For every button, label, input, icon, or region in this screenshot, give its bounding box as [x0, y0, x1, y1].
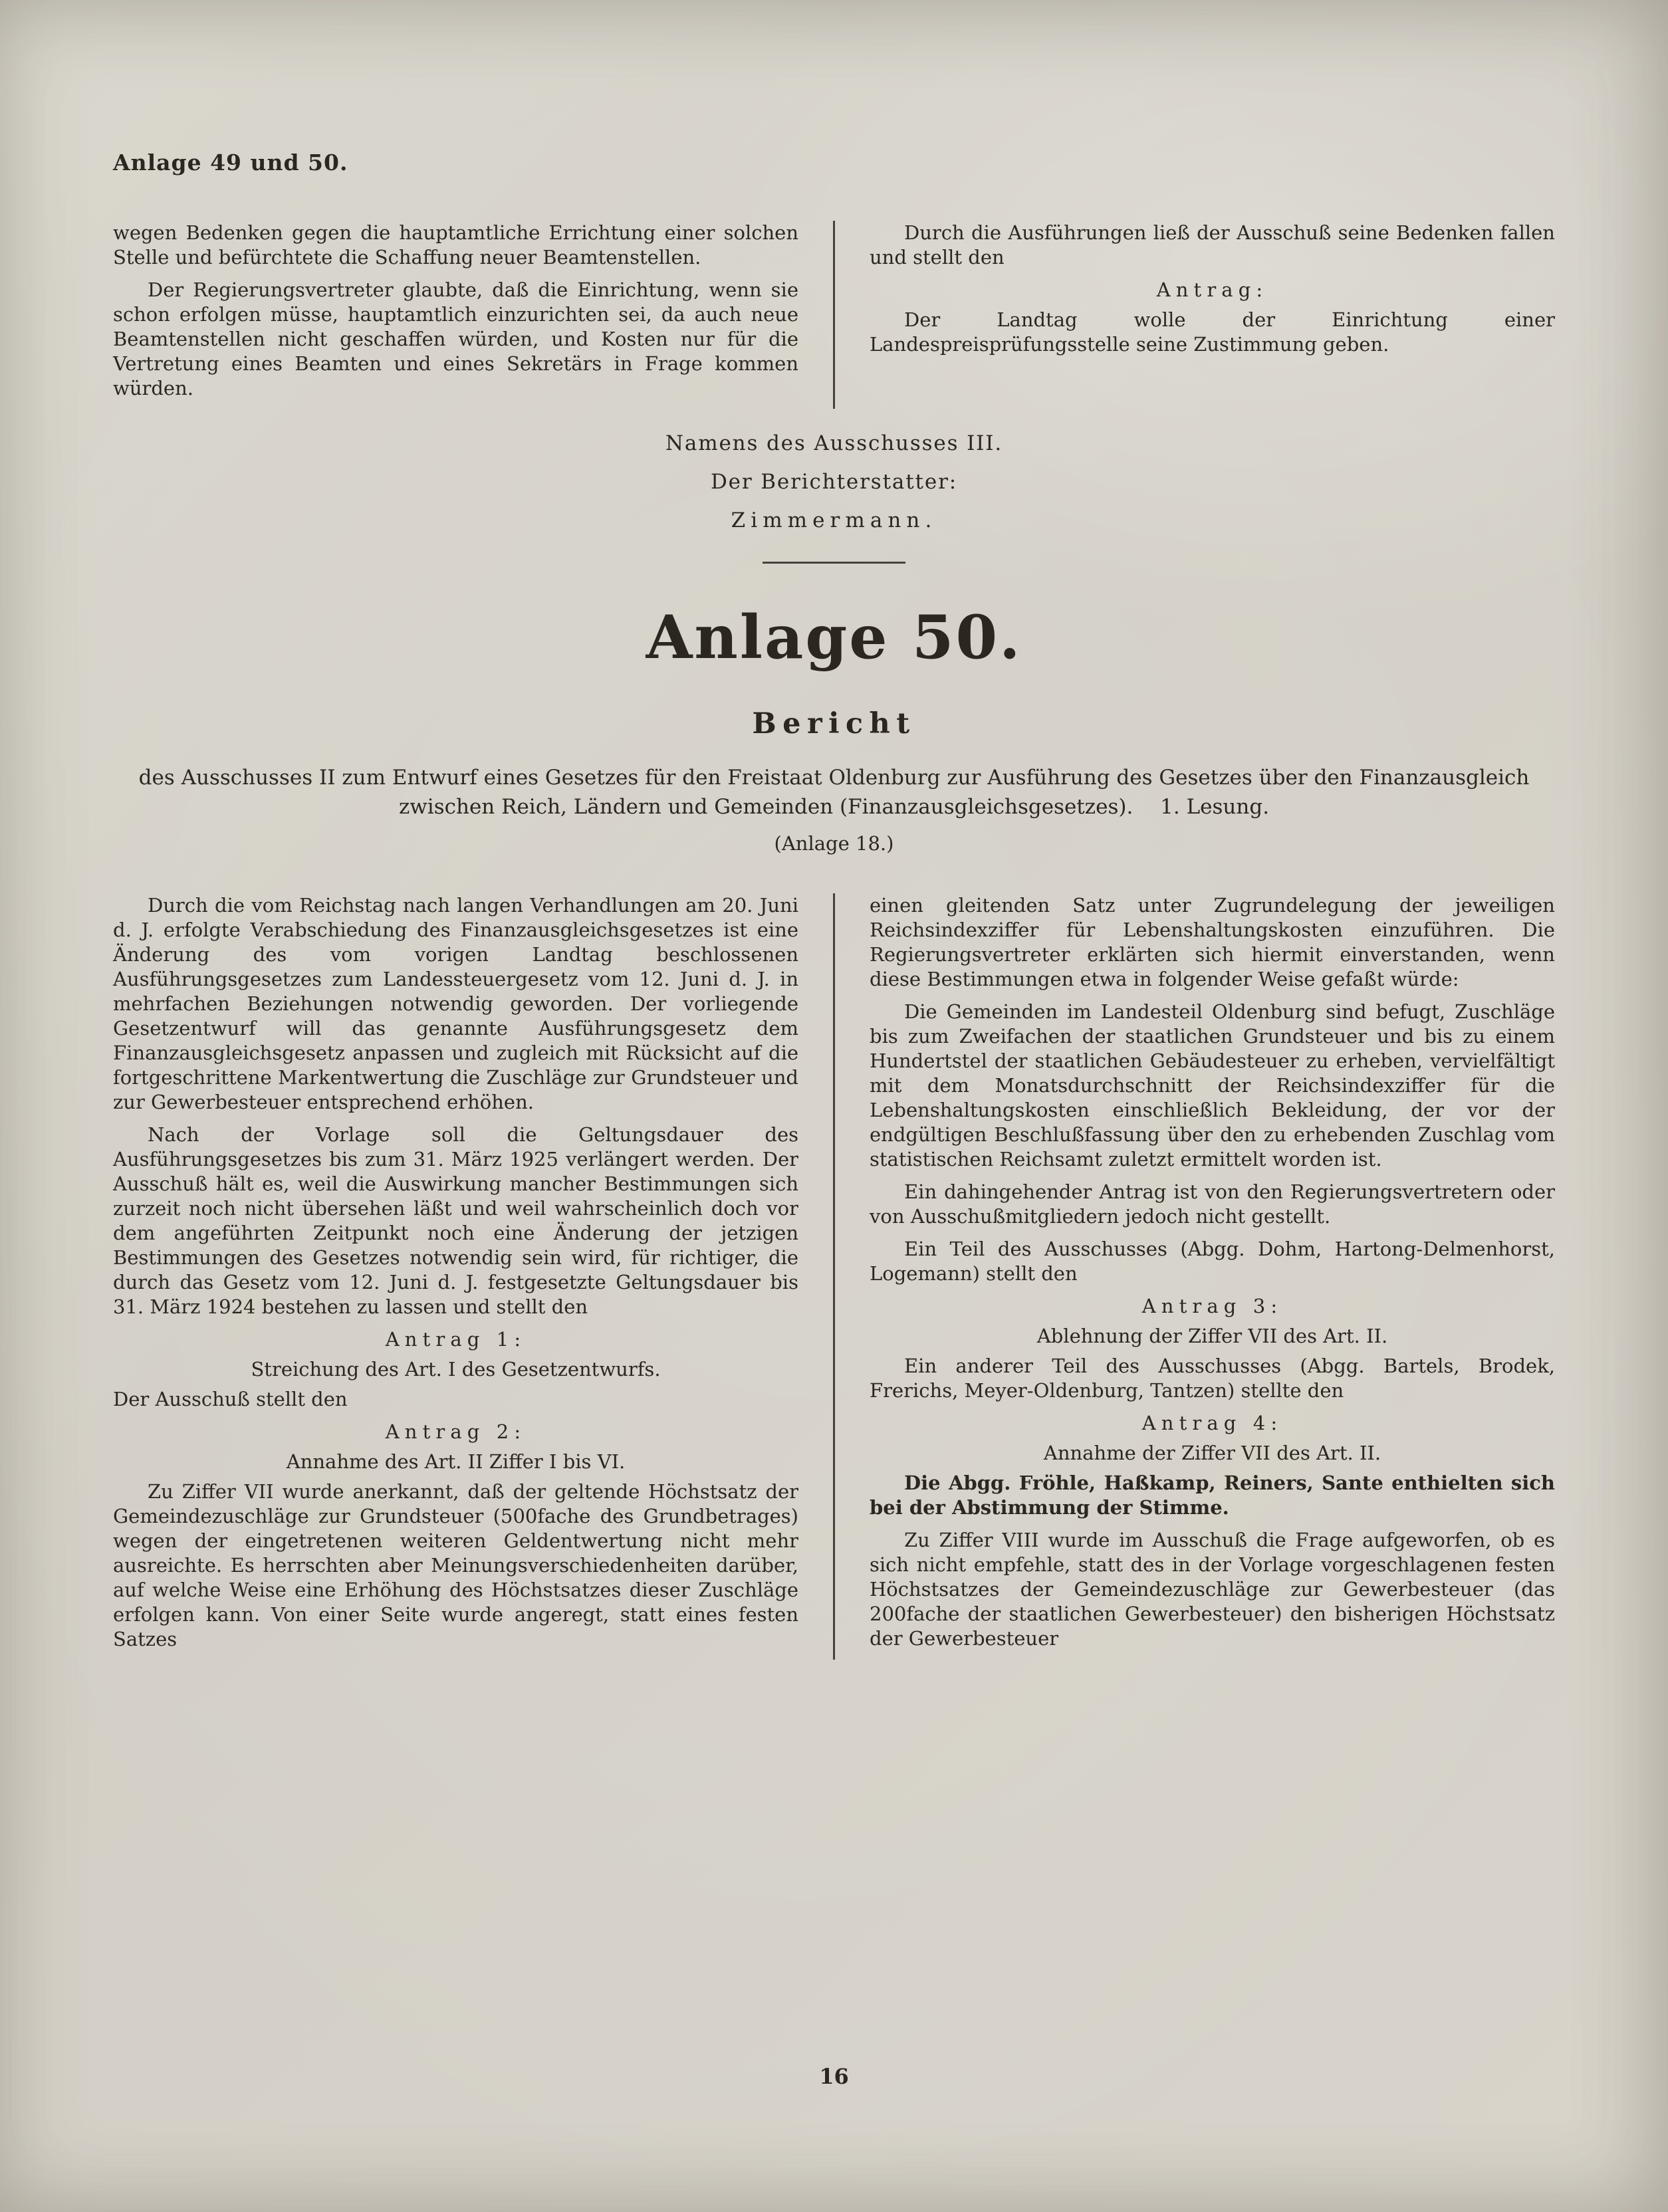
running-header: Anlage 49 und 50. [113, 150, 348, 175]
antrag-heading: Antrag 2: [385, 1420, 527, 1443]
antrag-heading: Antrag: [1156, 278, 1268, 301]
report-heading: Bericht [752, 707, 916, 740]
paragraph: Der Landtag wolle der Einrichtung einer Landespreisprüfungsstelle seine Zustimmung geben. [870, 308, 1555, 356]
page-title: Anlage 50. [646, 602, 1022, 673]
body-section [113, 893, 1555, 1660]
centered-line: Ablehnung der Ziffer VII des Art. II. [1036, 1325, 1388, 1347]
paragraph: Durch die vom Reichstag nach langen Verhandlungen am 20. Juni d. J. erfolgte Verabschiedung des Finanzausgleichsgesetzes ist eine Änderung des vom vorigen Landtag beschlossenen Ausführungsgesetzes zum Landessteuergesetz vom 12. Juni d. J. in mehrfachen Beziehungen notwendig geworden. Der vorliegende Gesetzentwurf will das genannte Ausführungsgesetz dem Finanzausgleichsgesetz anpassen und zugleich mit Rücksicht auf die fortgeschrittene Markentwertung die Zuschläge zur Grundsteuer und zur Gewerbesteuer entsprechend erhöhen. [113, 894, 798, 1113]
antrag-heading: Antrag 3: [1141, 1295, 1283, 1317]
centered-line: Streichung des Art. I des Gesetzentwurfs. [251, 1358, 661, 1381]
report-intro: des Ausschusses II zum Entwurf eines Gesetzes für den Freistaat Oldenburg zur Ausführung des Gesetzes über den Finanzausgleich zwischen Reich, Ländern und Gemeinden (Finanzausgleichsgesetzes). 1. Lesung. [138, 766, 1530, 819]
paragraph: Ein anderer Teil des Ausschusses (Abgg. Bartels, Brodek, Frerichs, Meyer-Oldenburg, Tantzen) stellte den [870, 1355, 1555, 1402]
paragraph: Die Abgg. Fröhle, Haßkamp, Reiners, Sante enthielten sich bei der Abstimmung der Stimme. [870, 1472, 1555, 1519]
reporter-name: Zimmermann. [731, 508, 937, 532]
top-right-column [870, 221, 1555, 409]
committee-line: Namens des Ausschusses III. [665, 431, 1003, 455]
paragraph: Ein dahingehender Antrag ist von den Regierungsvertretern oder von Ausschußmitgliedern jedoch nicht gestellt. [870, 1180, 1555, 1228]
paragraph: Ein Teil des Ausschusses (Abgg. Dohm, Hartong-Delmenhorst, Logemann) stellt den [870, 1238, 1555, 1285]
reporter-line: Der Berichterstatter: [710, 470, 958, 494]
paragraph: Nach der Vorlage soll die Geltungsdauer des Ausführungsgesetzes bis zum 31. März 1925 verlängert werden. Der Ausschuß hält es, weil die Auswirkung mancher Bestimmungen sich zurzeit noch nicht übersehen läßt und weil wahrscheinlich doch vor dem angeführten Zeitpunkt noch eine Änderung der jetzigen Bestimmungen des Gesetzes notwendig sein wird, für richtiger, die durch das Gesetz vom 12. Juni d. J. festgesetzte Geltungsdauer bis 31. März 1924 bestehen zu lassen und stellt den [113, 1123, 798, 1318]
paragraph: einen gleitenden Satz unter Zugrundelegung der jeweiligen Reichsindexziffer für Lebenshaltungskosten einzuführen. Die Regierungsvertreter erklärten sich hiermit einverstanden, wenn diese Bestimmungen etwa in folgender Weise gefaßt würde: [870, 894, 1555, 990]
paragraph: Durch die Ausführungen ließ der Ausschuß seine Bedenken fallen und stellt den [870, 221, 1555, 269]
anlage-reference-note: (Anlage 18.) [774, 832, 894, 855]
centered-line: Annahme des Art. II Ziffer I bis VI. [286, 1450, 626, 1473]
column-divider [833, 221, 835, 409]
body-right-column [870, 893, 1555, 1660]
paragraph: Der Ausschuß stellt den [113, 1388, 348, 1410]
paragraph: Zu Ziffer VIII wurde im Ausschuß die Frage aufgeworfen, ob es sich nicht empfehle, statt des in der Vorlage vorgeschlagenen festen Höchstsatzes der Gemeindezuschläge zur Gewerbesteuer (das 200fache der staatlichen Gewerbesteuer) den bisherigen Höchstsatz der Gewerbesteuer [870, 1529, 1555, 1650]
body-left-column [113, 893, 798, 1660]
paragraph: Der Regierungsvertreter glaubte, daß die Einrichtung, wenn sie schon erfolgen müsse, hauptamtlich einzurichten sei, da auch neue Beamtenstellen nicht geschaffen würden, und Kosten nur für die Vertretung eines Beamten und eines Sekretärs in Frage kommen würden. [113, 278, 798, 399]
top-section [113, 221, 1555, 409]
centered-line: Annahme der Ziffer VII des Art. II. [1043, 1442, 1381, 1464]
antrag-heading: Antrag 4: [1141, 1412, 1283, 1434]
paragraph: Die Gemeinden im Landesteil Oldenburg sind befugt, Zuschläge bis zum Zweifachen der staatlichen Grundsteuer und bis zu einem Hundertstel der staatlichen Gebäudesteuer zu erheben, vervielfältigt mit dem Monatsdurchschnitt der Reichsindexziffer für die Lebenshaltungskosten einschließlich Bekleidung, der vor der endgültigen Beschlußfassung über den zu erhebenden Zuschlag vom statistischen Reichsamt zuletzt ermittelt worden ist. [870, 1000, 1555, 1170]
signature-block [113, 431, 1555, 564]
column-divider [833, 893, 835, 1660]
section-divider-rule [763, 562, 905, 564]
antrag-heading: Antrag 1: [385, 1328, 527, 1351]
page-number: 16 [819, 2064, 849, 2089]
paragraph: wegen Bedenken gegen die hauptamtliche Errichtung einer solchen Stelle und befürchtete die Schaffung neuer Beamtenstellen. [113, 221, 798, 269]
paragraph: Zu Ziffer VII wurde anerkannt, daß der geltende Höchstsatz der Gemeindezuschläge zur Grundsteuer (500fache des Grundbetrages) wegen der eingetretenen weiteren Geldentwertung nicht mehr ausreichte. Es herrschten aber Meinungsverschiedenheiten darüber, auf welche Weise eine Erhöhung des Höchstsatzes dieser Zuschläge erfolgen kann. Von einer Seite wurde angeregt, statt eines festen Satzes [113, 1480, 798, 1650]
top-left-column [113, 221, 798, 409]
